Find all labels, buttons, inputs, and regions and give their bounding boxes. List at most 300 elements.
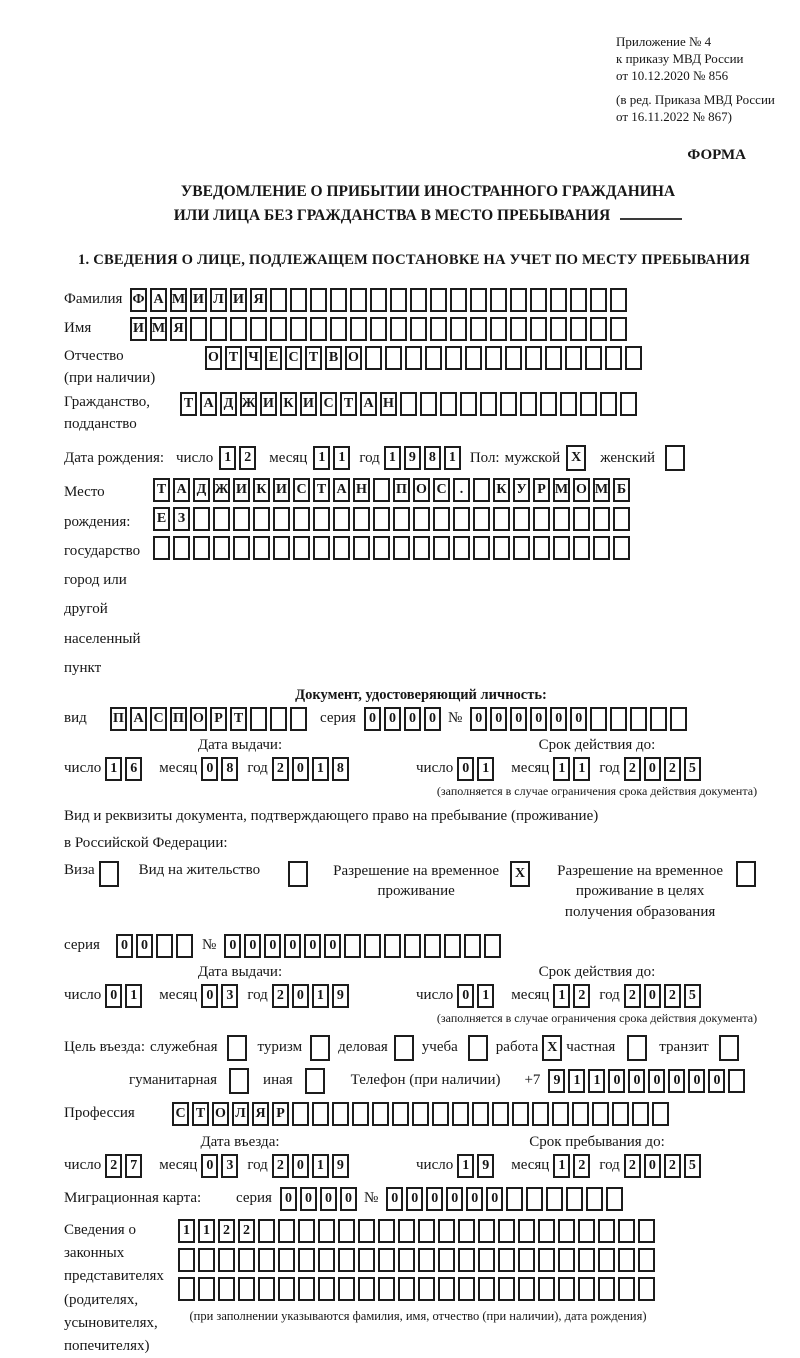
form-cell[interactable]: Т: [192, 1102, 209, 1126]
form-cell[interactable]: [478, 1248, 495, 1272]
form-cell[interactable]: С: [293, 478, 310, 502]
form-cell[interactable]: [565, 346, 582, 370]
form-cell[interactable]: [364, 934, 381, 958]
form-cell[interactable]: [250, 707, 267, 731]
form-cell[interactable]: [370, 317, 387, 341]
form-cell[interactable]: [598, 1277, 615, 1301]
form-cell[interactable]: [518, 1277, 535, 1301]
form-cell[interactable]: 2: [105, 1154, 122, 1178]
form-cell[interactable]: 5: [684, 1154, 701, 1178]
form-cell[interactable]: И: [233, 478, 250, 502]
form-cell[interactable]: [530, 317, 547, 341]
form-cell[interactable]: 1: [333, 446, 350, 470]
form-cell[interactable]: 0: [136, 934, 153, 958]
form-cell[interactable]: [472, 1102, 489, 1126]
form-cell[interactable]: 0: [404, 707, 421, 731]
form-cell[interactable]: 0: [386, 1187, 403, 1211]
form-cell[interactable]: [478, 1219, 495, 1243]
form-cell[interactable]: 0: [446, 1187, 463, 1211]
form-cell[interactable]: 0: [466, 1187, 483, 1211]
form-cell[interactable]: [464, 934, 481, 958]
form-cell[interactable]: [553, 507, 570, 531]
form-cell[interactable]: [198, 1277, 215, 1301]
form-cell[interactable]: [278, 1219, 295, 1243]
form-cell[interactable]: [598, 1219, 615, 1243]
form-cell[interactable]: [290, 317, 307, 341]
form-cell[interactable]: [632, 1102, 649, 1126]
form-cell[interactable]: 0: [457, 757, 474, 781]
form-cell[interactable]: [518, 1219, 535, 1243]
form-cell[interactable]: [412, 1102, 429, 1126]
form-cell[interactable]: [480, 392, 497, 416]
form-cell[interactable]: [270, 317, 287, 341]
form-cell[interactable]: [593, 507, 610, 531]
form-cell[interactable]: [526, 1187, 543, 1211]
form-cell[interactable]: [418, 1277, 435, 1301]
form-cell[interactable]: Ж: [213, 478, 230, 502]
form-cell[interactable]: 2: [239, 446, 256, 470]
form-cell[interactable]: [453, 507, 470, 531]
form-cell[interactable]: [532, 1102, 549, 1126]
form-cell[interactable]: [498, 1248, 515, 1272]
form-cell[interactable]: О: [212, 1102, 229, 1126]
form-cell[interactable]: [176, 934, 193, 958]
form-cell[interactable]: 1: [588, 1069, 605, 1093]
temp-residence-education-checkbox[interactable]: [736, 861, 756, 887]
form-cell[interactable]: [193, 536, 210, 560]
form-cell[interactable]: 3: [221, 1154, 238, 1178]
form-cell[interactable]: [378, 1248, 395, 1272]
form-cell[interactable]: Е: [153, 507, 170, 531]
form-cell[interactable]: [418, 1248, 435, 1272]
form-cell[interactable]: И: [260, 392, 277, 416]
form-cell[interactable]: [612, 1102, 629, 1126]
form-cell[interactable]: 0: [340, 1187, 357, 1211]
form-cell[interactable]: [253, 536, 270, 560]
form-cell[interactable]: [618, 1277, 635, 1301]
form-cell[interactable]: Н: [380, 392, 397, 416]
form-cell[interactable]: [293, 536, 310, 560]
form-cell[interactable]: Л: [210, 288, 227, 312]
form-cell[interactable]: [392, 1102, 409, 1126]
form-cell[interactable]: М: [150, 317, 167, 341]
form-cell[interactable]: С: [150, 707, 167, 731]
form-cell[interactable]: 1: [444, 446, 461, 470]
form-cell[interactable]: 1: [178, 1219, 195, 1243]
form-cell[interactable]: 1: [553, 1154, 570, 1178]
form-cell[interactable]: 0: [470, 707, 487, 731]
form-cell[interactable]: [233, 536, 250, 560]
form-cell[interactable]: [452, 1102, 469, 1126]
form-cell[interactable]: [572, 1102, 589, 1126]
form-cell[interactable]: И: [190, 288, 207, 312]
form-cell[interactable]: А: [200, 392, 217, 416]
form-cell[interactable]: [410, 317, 427, 341]
form-cell[interactable]: [178, 1248, 195, 1272]
form-cell[interactable]: 3: [221, 984, 238, 1008]
form-cell[interactable]: [332, 1102, 349, 1126]
form-cell[interactable]: [238, 1248, 255, 1272]
form-cell[interactable]: [618, 1248, 635, 1272]
form-cell[interactable]: [238, 1277, 255, 1301]
form-cell[interactable]: Р: [533, 478, 550, 502]
form-cell[interactable]: 0: [116, 934, 133, 958]
form-cell[interactable]: [580, 392, 597, 416]
form-cell[interactable]: 0: [644, 1154, 661, 1178]
form-cell[interactable]: 0: [284, 934, 301, 958]
form-cell[interactable]: Е: [265, 346, 282, 370]
form-cell[interactable]: 1: [384, 446, 401, 470]
form-cell[interactable]: [318, 1219, 335, 1243]
form-cell[interactable]: С: [320, 392, 337, 416]
form-cell[interactable]: [512, 1102, 529, 1126]
form-cell[interactable]: [573, 536, 590, 560]
form-cell[interactable]: 0: [105, 984, 122, 1008]
form-cell[interactable]: [598, 1248, 615, 1272]
form-cell[interactable]: Т: [153, 478, 170, 502]
form-cell[interactable]: [498, 1219, 515, 1243]
form-cell[interactable]: С: [285, 346, 302, 370]
form-cell[interactable]: А: [130, 707, 147, 731]
form-cell[interactable]: [492, 1102, 509, 1126]
form-cell[interactable]: [373, 536, 390, 560]
form-cell[interactable]: 2: [272, 757, 289, 781]
form-cell[interactable]: [670, 707, 687, 731]
form-cell[interactable]: Р: [272, 1102, 289, 1126]
purpose-private-checkbox[interactable]: [627, 1035, 647, 1061]
form-cell[interactable]: [445, 346, 462, 370]
form-cell[interactable]: 9: [477, 1154, 494, 1178]
form-cell[interactable]: [538, 1248, 555, 1272]
form-cell[interactable]: 0: [320, 1187, 337, 1211]
form-cell[interactable]: [410, 288, 427, 312]
form-cell[interactable]: [592, 1102, 609, 1126]
form-cell[interactable]: 1: [312, 757, 329, 781]
form-cell[interactable]: [218, 1277, 235, 1301]
form-cell[interactable]: [450, 317, 467, 341]
form-cell[interactable]: 0: [648, 1069, 665, 1093]
form-cell[interactable]: [652, 1102, 669, 1126]
form-cell[interactable]: 1: [312, 984, 329, 1008]
form-cell[interactable]: [338, 1248, 355, 1272]
form-cell[interactable]: [292, 1102, 309, 1126]
form-cell[interactable]: З: [173, 507, 190, 531]
form-cell[interactable]: 0: [292, 757, 309, 781]
form-cell[interactable]: 2: [664, 1154, 681, 1178]
form-cell[interactable]: [384, 934, 401, 958]
form-cell[interactable]: [478, 1277, 495, 1301]
form-cell[interactable]: А: [150, 288, 167, 312]
form-cell[interactable]: 0: [224, 934, 241, 958]
form-cell[interactable]: [430, 317, 447, 341]
form-cell[interactable]: К: [253, 478, 270, 502]
form-cell[interactable]: [600, 392, 617, 416]
form-cell[interactable]: Т: [340, 392, 357, 416]
form-cell[interactable]: [404, 934, 421, 958]
form-cell[interactable]: 0: [628, 1069, 645, 1093]
form-cell[interactable]: [650, 707, 667, 731]
form-cell[interactable]: 0: [244, 934, 261, 958]
form-cell[interactable]: 0: [201, 984, 218, 1008]
form-cell[interactable]: [465, 346, 482, 370]
form-cell[interactable]: 2: [664, 984, 681, 1008]
form-cell[interactable]: 0: [424, 707, 441, 731]
form-cell[interactable]: [390, 288, 407, 312]
form-cell[interactable]: 9: [332, 984, 349, 1008]
form-cell[interactable]: 5: [684, 757, 701, 781]
form-cell[interactable]: 0: [708, 1069, 725, 1093]
form-cell[interactable]: [444, 934, 461, 958]
form-cell[interactable]: 0: [510, 707, 527, 731]
form-cell[interactable]: Д: [220, 392, 237, 416]
form-cell[interactable]: [253, 507, 270, 531]
form-cell[interactable]: [333, 536, 350, 560]
form-cell[interactable]: [510, 288, 527, 312]
form-cell[interactable]: Т: [230, 707, 247, 731]
form-cell[interactable]: [156, 934, 173, 958]
form-cell[interactable]: Я: [250, 288, 267, 312]
form-cell[interactable]: 0: [324, 934, 341, 958]
form-cell[interactable]: Т: [305, 346, 322, 370]
form-cell[interactable]: [312, 1102, 329, 1126]
form-cell[interactable]: [493, 507, 510, 531]
form-cell[interactable]: О: [190, 707, 207, 731]
form-cell[interactable]: [638, 1277, 655, 1301]
form-cell[interactable]: 0: [201, 1154, 218, 1178]
form-cell[interactable]: С: [433, 478, 450, 502]
form-cell[interactable]: А: [360, 392, 377, 416]
form-cell[interactable]: [365, 346, 382, 370]
form-cell[interactable]: [390, 317, 407, 341]
form-cell[interactable]: [552, 1102, 569, 1126]
form-cell[interactable]: [393, 507, 410, 531]
form-cell[interactable]: [610, 317, 627, 341]
form-cell[interactable]: [420, 392, 437, 416]
form-cell[interactable]: [620, 392, 637, 416]
form-cell[interactable]: [560, 392, 577, 416]
form-cell[interactable]: [198, 1248, 215, 1272]
form-cell[interactable]: [178, 1277, 195, 1301]
form-cell[interactable]: [578, 1277, 595, 1301]
form-cell[interactable]: [438, 1277, 455, 1301]
form-cell[interactable]: 9: [332, 1154, 349, 1178]
form-cell[interactable]: [330, 317, 347, 341]
form-cell[interactable]: 0: [426, 1187, 443, 1211]
form-cell[interactable]: [298, 1277, 315, 1301]
sex-male-checkbox[interactable]: X: [566, 445, 586, 471]
form-cell[interactable]: [413, 536, 430, 560]
form-cell[interactable]: Н: [353, 478, 370, 502]
form-cell[interactable]: Я: [170, 317, 187, 341]
form-cell[interactable]: О: [573, 478, 590, 502]
form-cell[interactable]: 1: [477, 757, 494, 781]
form-cell[interactable]: 1: [457, 1154, 474, 1178]
form-cell[interactable]: [610, 288, 627, 312]
form-cell[interactable]: П: [170, 707, 187, 731]
form-cell[interactable]: 1: [553, 757, 570, 781]
form-cell[interactable]: О: [345, 346, 362, 370]
form-cell[interactable]: [533, 536, 550, 560]
form-cell[interactable]: [373, 507, 390, 531]
form-cell[interactable]: 0: [406, 1187, 423, 1211]
form-cell[interactable]: Б: [613, 478, 630, 502]
form-cell[interactable]: [485, 346, 502, 370]
form-cell[interactable]: А: [173, 478, 190, 502]
form-cell[interactable]: [433, 507, 450, 531]
form-cell[interactable]: [566, 1187, 583, 1211]
form-cell[interactable]: 0: [264, 934, 281, 958]
form-cell[interactable]: [530, 288, 547, 312]
form-cell[interactable]: Т: [313, 478, 330, 502]
form-cell[interactable]: О: [413, 478, 430, 502]
form-cell[interactable]: [352, 1102, 369, 1126]
form-cell[interactable]: [545, 346, 562, 370]
form-cell[interactable]: Ж: [240, 392, 257, 416]
form-cell[interactable]: [498, 1277, 515, 1301]
form-cell[interactable]: 0: [304, 934, 321, 958]
form-cell[interactable]: [558, 1277, 575, 1301]
form-cell[interactable]: [438, 1219, 455, 1243]
form-cell[interactable]: 0: [457, 984, 474, 1008]
form-cell[interactable]: [393, 536, 410, 560]
form-cell[interactable]: [400, 392, 417, 416]
form-cell[interactable]: [418, 1219, 435, 1243]
form-cell[interactable]: [398, 1248, 415, 1272]
form-cell[interactable]: [270, 707, 287, 731]
form-cell[interactable]: [258, 1277, 275, 1301]
form-cell[interactable]: П: [110, 707, 127, 731]
form-cell[interactable]: Ф: [130, 288, 147, 312]
form-cell[interactable]: .: [453, 478, 470, 502]
form-cell[interactable]: [270, 288, 287, 312]
form-cell[interactable]: [258, 1219, 275, 1243]
form-cell[interactable]: [353, 536, 370, 560]
form-cell[interactable]: 2: [664, 757, 681, 781]
form-cell[interactable]: 0: [292, 984, 309, 1008]
purpose-work-checkbox[interactable]: X: [542, 1035, 562, 1061]
form-cell[interactable]: [405, 346, 422, 370]
form-cell[interactable]: М: [593, 478, 610, 502]
form-cell[interactable]: И: [273, 478, 290, 502]
form-cell[interactable]: [378, 1219, 395, 1243]
form-cell[interactable]: Ч: [245, 346, 262, 370]
form-cell[interactable]: [173, 536, 190, 560]
form-cell[interactable]: [558, 1248, 575, 1272]
form-cell[interactable]: 1: [219, 446, 236, 470]
form-cell[interactable]: 1: [125, 984, 142, 1008]
form-cell[interactable]: [578, 1248, 595, 1272]
form-cell[interactable]: [510, 317, 527, 341]
form-cell[interactable]: [605, 346, 622, 370]
form-cell[interactable]: И: [230, 288, 247, 312]
form-cell[interactable]: [613, 507, 630, 531]
form-cell[interactable]: [513, 507, 530, 531]
form-cell[interactable]: [353, 507, 370, 531]
form-cell[interactable]: К: [280, 392, 297, 416]
form-cell[interactable]: [473, 536, 490, 560]
form-cell[interactable]: [425, 346, 442, 370]
form-cell[interactable]: 0: [300, 1187, 317, 1211]
form-cell[interactable]: [590, 288, 607, 312]
form-cell[interactable]: [313, 507, 330, 531]
form-cell[interactable]: [338, 1219, 355, 1243]
form-cell[interactable]: [558, 1219, 575, 1243]
form-cell[interactable]: [586, 1187, 603, 1211]
form-cell[interactable]: [570, 288, 587, 312]
form-cell[interactable]: [290, 707, 307, 731]
form-cell[interactable]: П: [393, 478, 410, 502]
form-cell[interactable]: [358, 1219, 375, 1243]
form-cell[interactable]: 0: [550, 707, 567, 731]
purpose-official-checkbox[interactable]: [227, 1035, 247, 1061]
form-cell[interactable]: [440, 392, 457, 416]
form-cell[interactable]: [310, 317, 327, 341]
purpose-tourism-checkbox[interactable]: [310, 1035, 330, 1061]
form-cell[interactable]: [613, 536, 630, 560]
form-cell[interactable]: [385, 346, 402, 370]
form-cell[interactable]: [520, 392, 537, 416]
form-cell[interactable]: 1: [105, 757, 122, 781]
form-cell[interactable]: 8: [424, 446, 441, 470]
form-cell[interactable]: 2: [624, 757, 641, 781]
form-cell[interactable]: [273, 536, 290, 560]
form-cell[interactable]: [525, 346, 542, 370]
form-cell[interactable]: [578, 1219, 595, 1243]
form-cell[interactable]: К: [493, 478, 510, 502]
form-cell[interactable]: 2: [573, 1154, 590, 1178]
purpose-humanitarian-checkbox[interactable]: [229, 1068, 249, 1094]
form-cell[interactable]: [618, 1219, 635, 1243]
form-cell[interactable]: 0: [384, 707, 401, 731]
purpose-business-checkbox[interactable]: [394, 1035, 414, 1061]
form-cell[interactable]: [458, 1277, 475, 1301]
form-cell[interactable]: [213, 536, 230, 560]
temp-residence-checkbox[interactable]: X: [510, 861, 530, 887]
form-cell[interactable]: 0: [644, 984, 661, 1008]
form-cell[interactable]: [344, 934, 361, 958]
form-cell[interactable]: М: [553, 478, 570, 502]
form-cell[interactable]: [250, 317, 267, 341]
form-cell[interactable]: С: [172, 1102, 189, 1126]
form-cell[interactable]: 0: [688, 1069, 705, 1093]
form-cell[interactable]: У: [513, 478, 530, 502]
form-cell[interactable]: [378, 1277, 395, 1301]
form-cell[interactable]: 9: [548, 1069, 565, 1093]
form-cell[interactable]: Т: [225, 346, 242, 370]
form-cell[interactable]: [538, 1277, 555, 1301]
form-cell[interactable]: [638, 1219, 655, 1243]
form-cell[interactable]: [430, 288, 447, 312]
form-cell[interactable]: 1: [553, 984, 570, 1008]
form-cell[interactable]: [453, 536, 470, 560]
form-cell[interactable]: [500, 392, 517, 416]
form-cell[interactable]: [370, 288, 387, 312]
form-cell[interactable]: [330, 288, 347, 312]
form-cell[interactable]: 6: [125, 757, 142, 781]
form-cell[interactable]: [610, 707, 627, 731]
purpose-transit-checkbox[interactable]: [719, 1035, 739, 1061]
form-cell[interactable]: 2: [624, 984, 641, 1008]
visa-checkbox[interactable]: [99, 861, 119, 887]
form-cell[interactable]: [470, 317, 487, 341]
form-cell[interactable]: [210, 317, 227, 341]
form-cell[interactable]: [258, 1248, 275, 1272]
form-cell[interactable]: [373, 478, 390, 502]
form-cell[interactable]: 2: [238, 1219, 255, 1243]
form-cell[interactable]: 2: [573, 984, 590, 1008]
form-cell[interactable]: И: [300, 392, 317, 416]
form-cell[interactable]: [638, 1248, 655, 1272]
